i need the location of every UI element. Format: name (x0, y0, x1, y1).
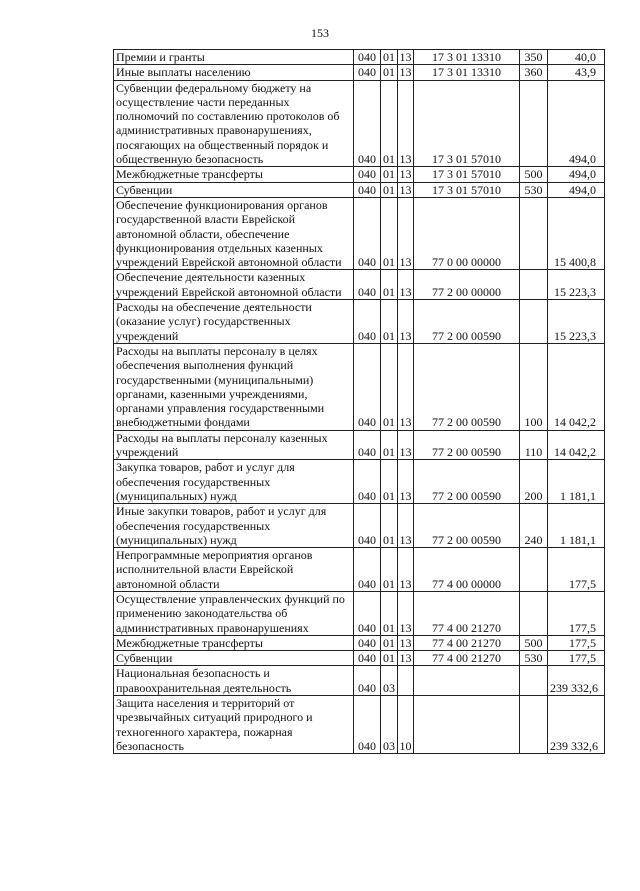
table-row (114, 504, 605, 548)
rz-code: 01 (381, 65, 398, 80)
vr-code (520, 300, 548, 344)
ved-code: 040 (354, 548, 381, 592)
tsr-code: 77 2 00 00590 (414, 504, 520, 548)
table-body (114, 50, 605, 754)
tsr-code: 17 3 01 57010 (414, 80, 520, 167)
tsr-code: 77 4 00 00000 (414, 548, 520, 592)
pr-code: 10 (398, 696, 414, 754)
amount: 43,9 (548, 65, 605, 80)
table-row (114, 635, 605, 650)
row-name: Субвенции федеральному бюджету на осуществление части переданных полномочий по составлению протоколов об административных правонарушениях, посягающих на общественный порядок и общественную безопасность (114, 80, 354, 167)
vr-code (520, 548, 548, 592)
rz-code: 01 (381, 300, 398, 344)
pr-code (398, 666, 414, 696)
pr-code: 13 (398, 197, 414, 269)
ved-code: 040 (354, 635, 381, 650)
tsr-code: 77 2 00 00590 (414, 430, 520, 460)
amount: 177,5 (548, 635, 605, 650)
tsr-code: 77 2 00 00590 (414, 300, 520, 344)
ved-code: 040 (354, 696, 381, 754)
amount: 14 042,2 (548, 343, 605, 430)
table-row (114, 651, 605, 666)
amount: 177,5 (548, 651, 605, 666)
ved-code: 040 (354, 666, 381, 696)
row-name: Иные выплаты населению (114, 65, 354, 80)
rz-code: 03 (381, 696, 398, 754)
vr-code: 200 (520, 460, 548, 504)
amount: 1 181,1 (548, 504, 605, 548)
vr-code: 530 (520, 651, 548, 666)
tsr-code: 17 3 01 13310 (414, 50, 520, 65)
rz-code: 01 (381, 182, 398, 197)
tsr-code: 77 4 00 21270 (414, 591, 520, 635)
vr-code (520, 270, 548, 300)
tsr-code (414, 696, 520, 754)
row-name: Осуществление управленческих функций по применению законодательства об административных правонарушениях (114, 591, 354, 635)
amount: 239 332,6 (548, 696, 605, 754)
pr-code: 13 (398, 300, 414, 344)
table-row (114, 430, 605, 460)
table-row (114, 343, 605, 430)
table-row (114, 460, 605, 504)
row-name: Иные закупки товаров, работ и услуг для обеспечения государственных (муниципальных) нужд (114, 504, 354, 548)
tsr-code (414, 666, 520, 696)
tsr-code: 17 3 01 57010 (414, 167, 520, 182)
pr-code: 13 (398, 460, 414, 504)
pr-code: 13 (398, 343, 414, 430)
vr-code: 100 (520, 343, 548, 430)
vr-code (520, 197, 548, 269)
rz-code: 01 (381, 651, 398, 666)
vr-code: 360 (520, 65, 548, 80)
table-row (114, 548, 605, 592)
amount: 40,0 (548, 50, 605, 65)
vr-code: 530 (520, 182, 548, 197)
table-row (114, 591, 605, 635)
rz-code: 01 (381, 460, 398, 504)
tsr-code: 77 2 00 00590 (414, 343, 520, 430)
table-row (114, 50, 605, 65)
tsr-code: 77 2 00 00000 (414, 270, 520, 300)
vr-code (520, 696, 548, 754)
table-row (114, 300, 605, 344)
pr-code: 13 (398, 80, 414, 167)
pr-code: 13 (399, 65, 412, 80)
table-row (114, 270, 605, 300)
row-name: Субвенции (114, 651, 354, 666)
pr-code: 13 (398, 504, 414, 548)
ved-code: 040 (354, 504, 381, 548)
row-name: Обеспечение функционирования органов государственной власти Еврейской автономной области, обеспечение функционирования отдельных казенных учреждений Еврейской автономной области (114, 197, 354, 269)
amount: 177,5 (548, 591, 605, 635)
amount: 494,0 (548, 80, 605, 167)
ved-code: 040 (354, 430, 381, 460)
tsr-code: 77 4 00 21270 (414, 635, 520, 650)
ved-code: 040 (354, 300, 381, 344)
row-name: Национальная безопасность и правоохранительная деятельность (114, 666, 354, 696)
amount: 494,0 (548, 182, 605, 197)
ved-code: 040 (354, 167, 381, 182)
pr-code: 13 (399, 651, 412, 666)
vr-code: 240 (520, 504, 548, 548)
pr-code: 13 (398, 270, 414, 300)
amount: 494,0 (548, 167, 605, 182)
table-row (114, 167, 605, 182)
rz-code: 01 (381, 50, 398, 65)
ved-code: 040 (354, 65, 381, 80)
vr-code: 110 (520, 430, 548, 460)
pr-code: 13 (399, 635, 412, 650)
row-name: Закупка товаров, работ и услуг для обеспечения государственных (муниципальных) нужд (114, 460, 354, 504)
amount: 177,5 (548, 548, 605, 592)
amount: 15 400,8 (548, 197, 605, 269)
row-name: Расходы на выплаты персоналу в целях обеспечения выполнения функций государственными (муниципальными) органами, казенными учреждениями, органами управления государственными внебюджетными фондами (114, 343, 354, 430)
tsr-code: 17 3 01 57010 (414, 182, 520, 197)
vr-code (520, 80, 548, 167)
table-row (114, 696, 605, 754)
rz-code: 01 (381, 197, 398, 269)
amount: 1 181,1 (548, 460, 605, 504)
tsr-code: 77 4 00 21270 (414, 651, 520, 666)
row-name: Защита населения и территорий от чрезвычайных ситуаций природного и техногенного характера, пожарная безопасность (114, 696, 354, 754)
table-row (114, 182, 605, 197)
pr-code: 13 (398, 430, 414, 460)
row-name: Непрограммные мероприятия органов исполнительной власти Еврейской автономной области (114, 548, 354, 592)
rz-code: 03 (381, 666, 398, 696)
tsr-code: 77 0 00 00000 (414, 197, 520, 269)
vr-code: 500 (520, 167, 548, 182)
ved-code: 040 (354, 591, 381, 635)
rz-code: 01 (381, 80, 398, 167)
budget-table (113, 49, 605, 754)
row-name: Расходы на обеспечение деятельности (оказание услуг) государственных учреждений (114, 300, 354, 344)
pr-code: 13 (399, 167, 412, 182)
rz-code: 01 (381, 430, 398, 460)
vr-code (520, 666, 548, 696)
amount: 15 223,3 (548, 300, 605, 344)
amount: 14 042,2 (548, 430, 605, 460)
ved-code: 040 (354, 460, 381, 504)
table-row (114, 666, 605, 696)
rz-code: 01 (381, 343, 398, 430)
rz-code: 01 (381, 270, 398, 300)
rz-code: 01 (381, 635, 398, 650)
table-row (114, 80, 605, 167)
pr-code: 13 (398, 591, 414, 635)
pr-code: 13 (399, 182, 412, 197)
vr-code (520, 591, 548, 635)
ved-code: 040 (354, 343, 381, 430)
tsr-code: 77 2 00 00590 (414, 460, 520, 504)
rz-code: 01 (381, 548, 398, 592)
row-name: Премии и гранты (114, 50, 354, 65)
vr-code: 350 (520, 50, 548, 65)
ved-code: 040 (354, 197, 381, 269)
ved-code: 040 (354, 651, 381, 666)
tsr-code: 17 3 01 13310 (414, 65, 520, 80)
rz-code: 01 (381, 591, 398, 635)
rz-code: 01 (381, 167, 398, 182)
row-name: Обеспечение деятельности казенных учреждений Еврейской автономной области (114, 270, 354, 300)
ved-code: 040 (354, 80, 381, 167)
pr-code: 13 (399, 50, 412, 64)
ved-code: 040 (354, 50, 381, 65)
rz-code: 01 (381, 504, 398, 548)
amount: 239 332,6 (548, 666, 605, 696)
row-name: Субвенции (114, 182, 354, 197)
ved-code: 040 (354, 182, 381, 197)
row-name: Межбюджетные трансферты (114, 167, 354, 182)
table-row (114, 65, 605, 80)
page-number: 153 (311, 26, 329, 40)
ved-code: 040 (354, 270, 381, 300)
vr-code: 500 (520, 635, 548, 650)
amount: 15 223,3 (548, 270, 605, 300)
table-row (114, 197, 605, 269)
pr-code: 13 (398, 548, 414, 592)
row-name: Межбюджетные трансферты (114, 635, 354, 650)
row-name: Расходы на выплаты персоналу казенных учреждений (114, 430, 354, 460)
